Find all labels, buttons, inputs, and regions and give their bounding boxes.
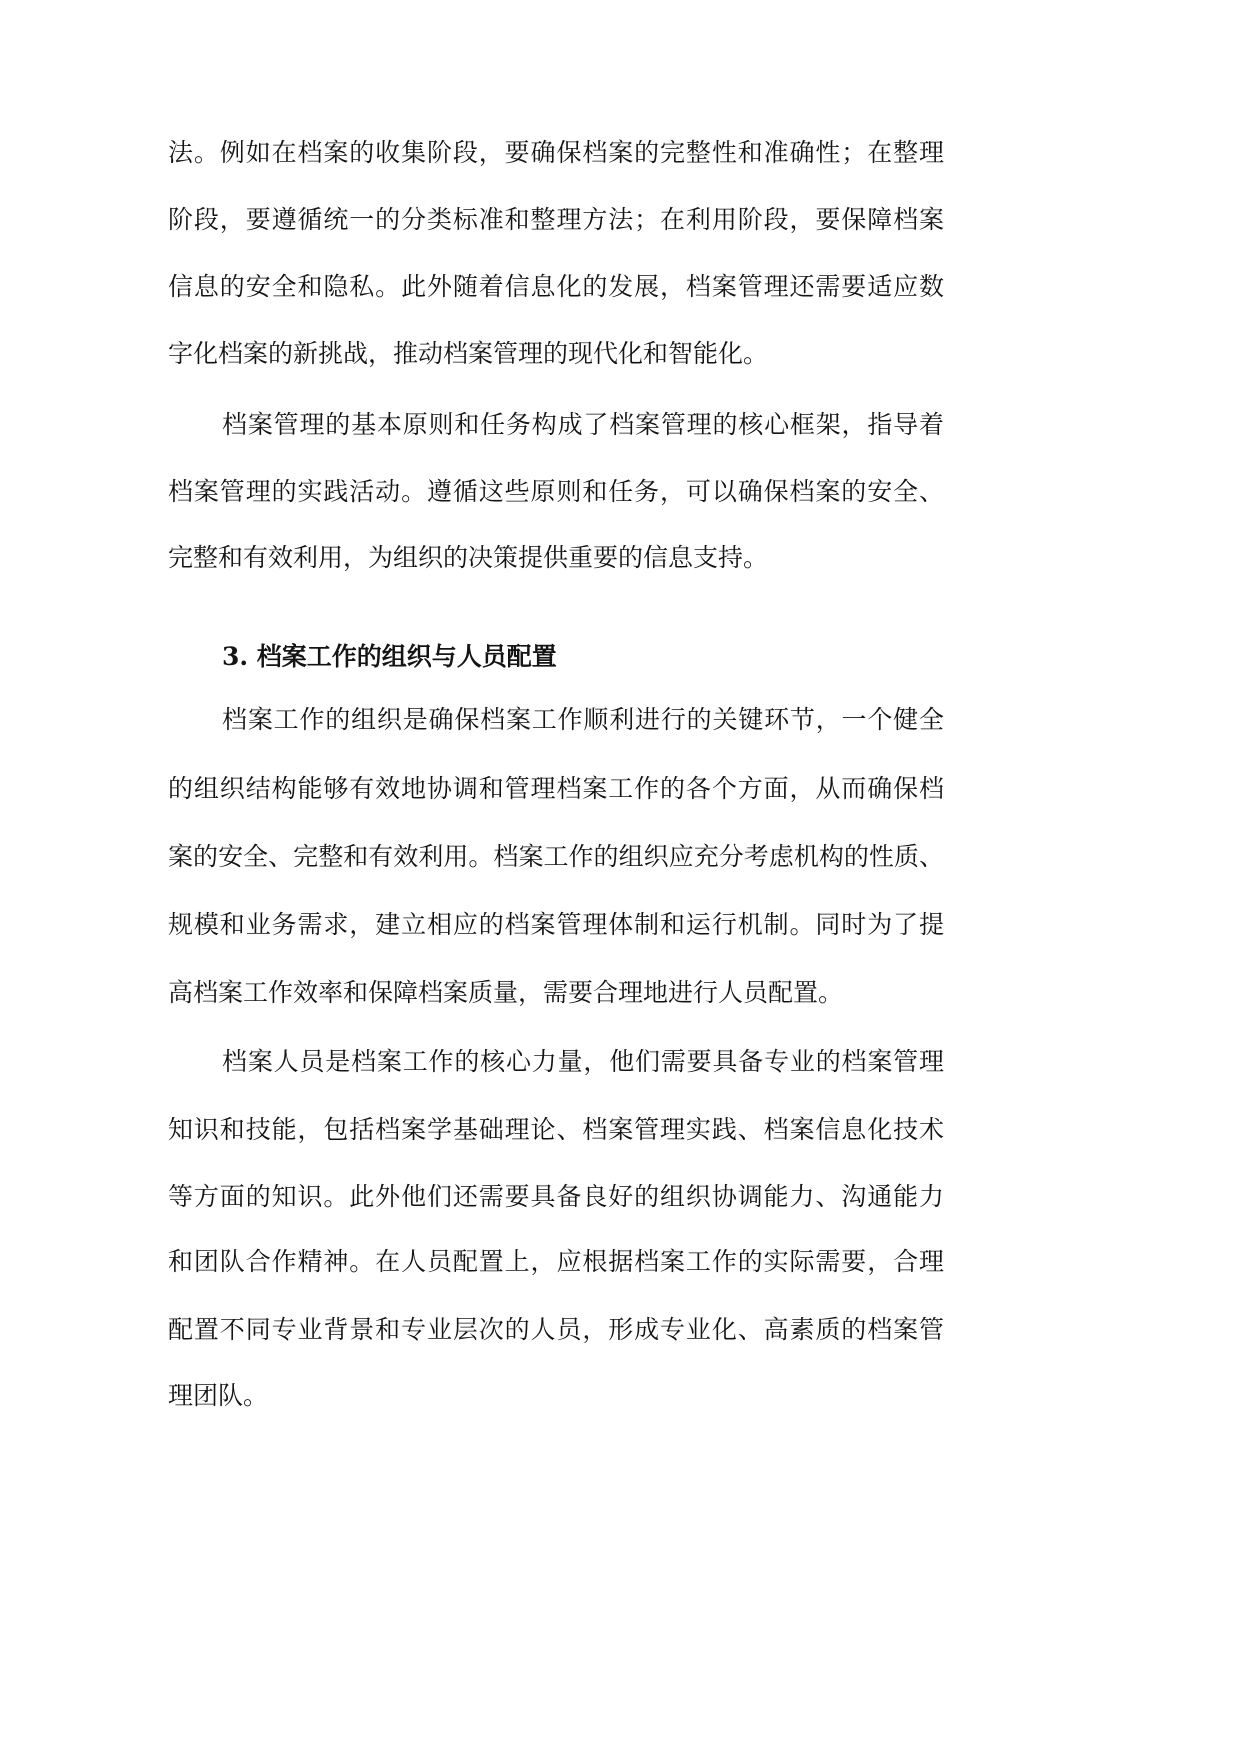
paragraph-line: 的组织结构能够有效地协调和管理档案工作的各个方面，从而确保档 — [168, 774, 944, 803]
paragraph-line: 档案人员是档案工作的核心力量，他们需要具备专业的档案管理 — [222, 1047, 944, 1076]
paragraph-line: 完整和有效利用，为组织的决策提供重要的信息支持。 — [168, 543, 769, 572]
paragraph-line: 信息的安全和隐私。此外随着信息化的发展，档案管理还需要适应数 — [168, 272, 944, 301]
paragraph-line: 法。例如在档案的收集阶段，要确保档案的完整性和准确性；在整理 — [168, 138, 944, 167]
paragraph-line: 知识和技能，包括档案学基础理论、档案管理实践、档案信息化技术 — [168, 1115, 944, 1144]
paragraph-line: 和团队合作精神。在人员配置上，应根据档案工作的实际需要，合理 — [168, 1247, 944, 1276]
paragraph-line: 理团队。 — [168, 1381, 269, 1410]
paragraph-line: 阶段，要遵循统一的分类标准和整理方法；在利用阶段，要保障档案 — [168, 205, 944, 234]
paragraph-line: 档案管理的实践活动。遵循这些原则和任务，可以确保档案的安全、 — [168, 477, 944, 506]
paragraph-line: 档案工作的组织是确保档案工作顺利进行的关键环节，一个健全 — [222, 705, 944, 734]
paragraph-line: 等方面的知识。此外他们还需要具备良好的组织协调能力、沟通能力 — [168, 1182, 944, 1211]
section-heading: 3. 档案工作的组织与人员配置 — [222, 642, 557, 671]
paragraph-line: 案的安全、完整和有效利用。档案工作的组织应充分考虑机构的性质、 — [168, 842, 944, 871]
paragraph-line: 字化档案的新挑战，推动档案管理的现代化和智能化。 — [168, 339, 769, 368]
paragraph-line: 规模和业务需求，建立相应的档案管理体制和运行机制。同时为了提 — [168, 910, 944, 939]
paragraph-line: 高档案工作效率和保障档案质量，需要合理地进行人员配置。 — [168, 978, 844, 1007]
paragraph-line: 档案管理的基本原则和任务构成了档案管理的核心框架，指导着 — [222, 410, 944, 439]
paragraph-line: 配置不同专业背景和专业层次的人员，形成专业化、高素质的档案管 — [168, 1315, 944, 1344]
